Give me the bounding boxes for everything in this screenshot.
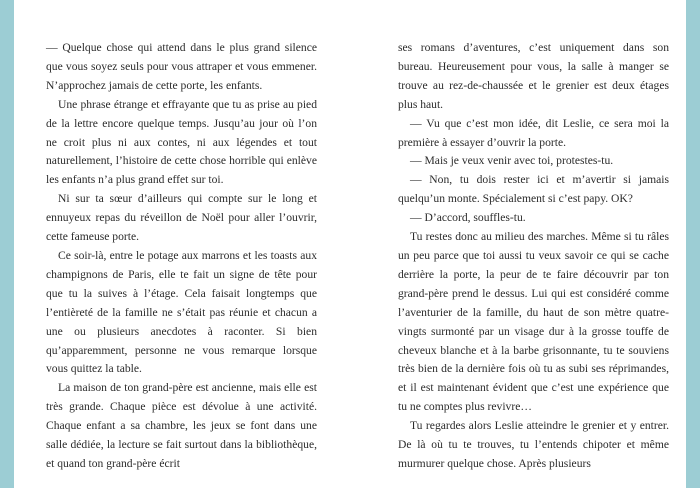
paragraph: Tu regardes alors Leslie atteindre le grenier et y entrer. De là où tu te trouves, tu l’entends chipoter et même murmurer quelque chose. Après plusieurs	[398, 419, 669, 470]
paragraph: — Vu que c’est mon idée, dit Leslie, ce sera moi la première à essayer d’ouvrir la porte.	[398, 116, 669, 149]
paragraph: — Mais je veux venir avec toi, protestes-tu.	[410, 154, 614, 168]
paragraph: — Non, tu dois rester ici et m’avertir si jamais quelqu’un monte. Spécialement si c’est papy. OK?	[398, 173, 669, 206]
paragraph: — Quelque chose qui attend dans le plus grand silence que vous soyez seuls pour vous attraper et vous emmener. N’approchez jamais de cette porte, les enfants.	[46, 41, 317, 92]
paragraph: Ce soir-là, entre le potage aux marrons et les toasts aux champignons de Paris, elle te fait un signe de tête pour que tu la suives à l’étage. Cela faisait longtemps que l’entièreté de la famille ne s’était pas réunie et chacun a une ou plusieurs anecdotes à raconter. Si bien qu’apparemment, personne ne vous remarque lorsque vous quittez la table.	[46, 248, 317, 376]
paragraph: — D’accord, souffles-tu.	[410, 211, 526, 225]
paragraph: Tu restes donc au milieu des marches. Même si tu râles un peu parce que toi aussi tu veux savoir ce qui se cache derrière la porte, la peur de te faire découvrir par ton grand-père prend le dessus. Lui qui est considéré comme l’aventurier de la famille, du haut de son mètre quatre-vingts surmonté par un visage dur à la grosse touffe de cheveux blanche et à la barbe grisonnante, tu te souviens très bien de la dernière fois où tu as subi ses réprimandes, et il est maintenant évident que c’est une expérience que tu ne comptes plus revivre…	[398, 230, 669, 414]
right-page	[398, 39, 669, 474]
paragraph: Une phrase étrange et effrayante que tu as prise au pied de la lettre encore quelque temps. Jusqu’au jour où l’on ne croit plus ni aux contes, ni aux légendes et tout naturellement, l’histoire de cette chose horrible qui enlève les enfants n’a plus grand effet sur toi.	[46, 97, 317, 187]
paragraph: La maison de ton grand-père est ancienne, mais elle est très grande. Chaque pièce est dévolue à une activité. Chaque enfant a sa chambre, les jeux se font dans une salle dédiée, la lecture se fait surtout dans la bibliothèque, et quand ton grand-père écrit	[46, 381, 317, 470]
left-page	[46, 39, 317, 474]
book-spread	[14, 0, 686, 488]
paragraph: ses romans d’aventures, c’est uniquement dans son bureau. Heureusement pour vous, la salle à manger se trouve au rez-de-chaussée et le grenier est deux étages plus haut.	[398, 41, 669, 111]
paragraph: Ni sur ta sœur d’ailleurs qui compte sur le long et ennuyeux repas du réveillon de Noël pour aller l’ouvrir, cette fameuse porte.	[46, 192, 317, 244]
